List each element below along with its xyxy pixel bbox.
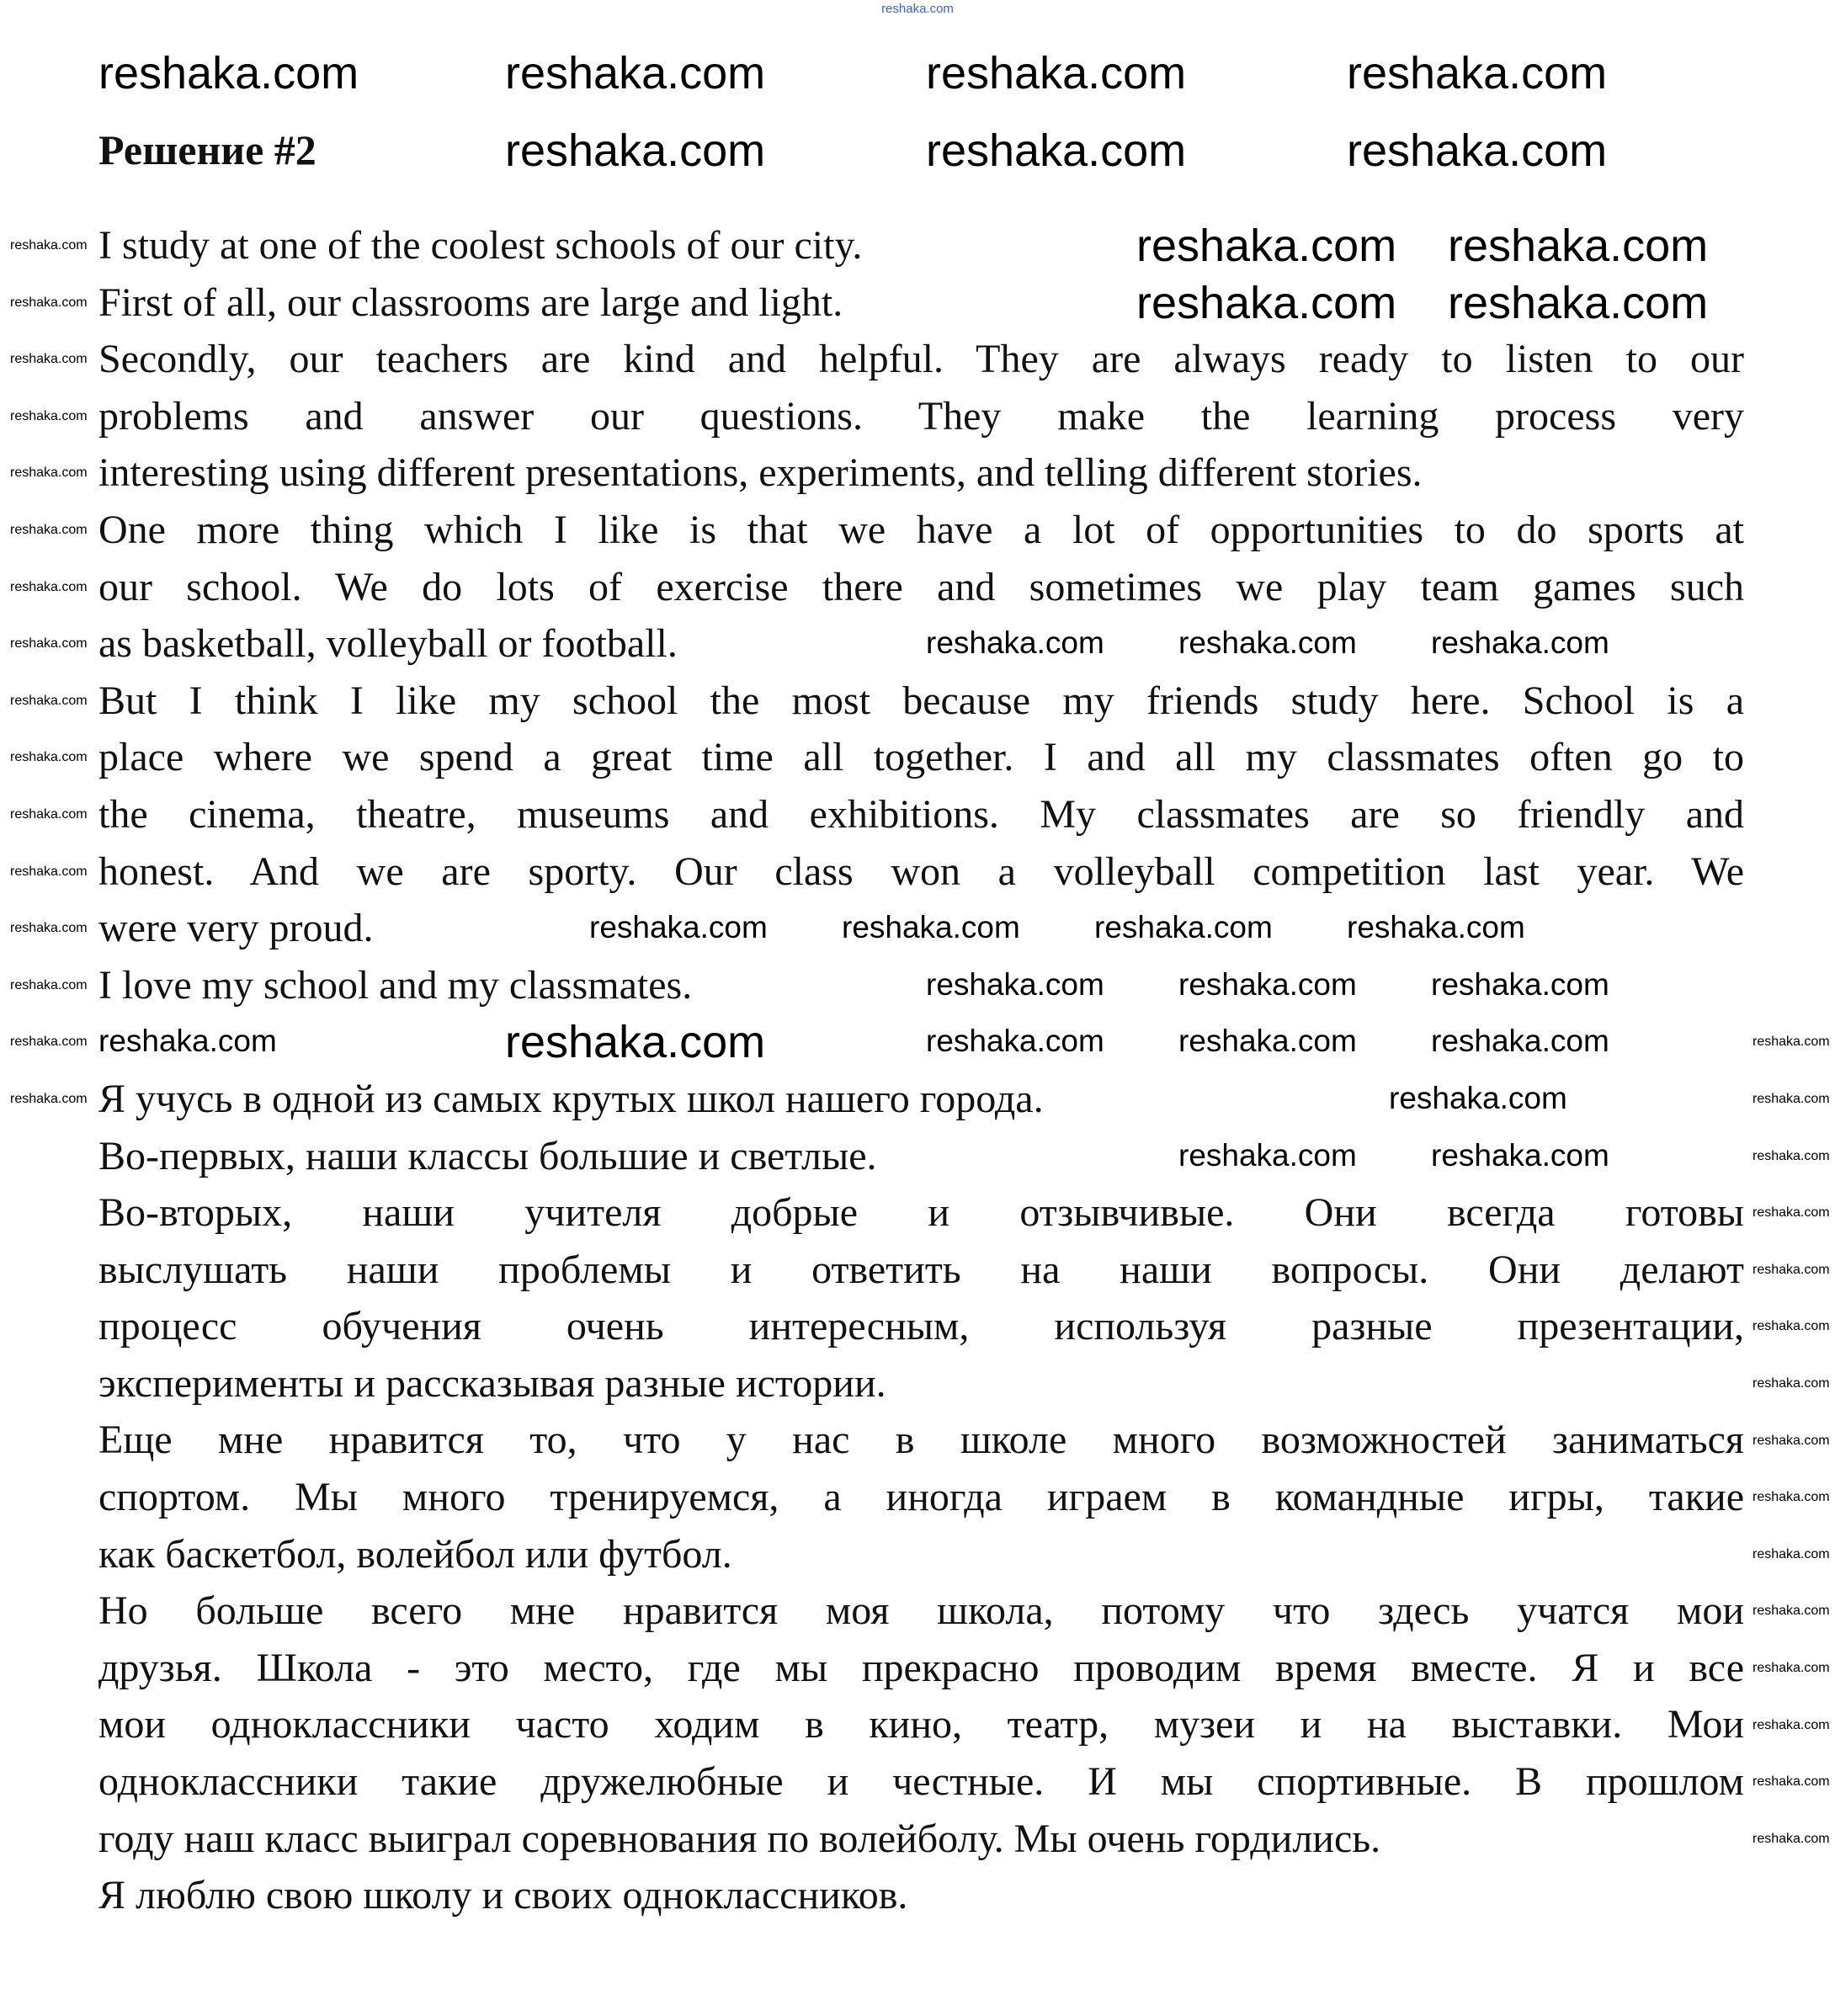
- text-line: Я учусь в одной из самых крутых школ нашего города.: [98, 1076, 1044, 1121]
- watermark: reshaka.com: [1431, 1138, 1609, 1173]
- text-line: I study at one of the coolest schools of our city.: [98, 223, 863, 268]
- watermark: reshaka.com: [926, 967, 1104, 1002]
- watermark: reshaka.com: [10, 864, 88, 879]
- text-line: I love my school and my classmates.: [98, 962, 693, 1008]
- watermark: reshaka.com: [98, 48, 359, 98]
- russian-paragraph: [98, 1412, 1744, 1582]
- watermark: reshaka.com: [10, 352, 88, 366]
- watermark: reshaka.com: [10, 978, 88, 992]
- watermark: reshaka.com: [1753, 1149, 1830, 1163]
- watermark: reshaka.com: [1753, 1376, 1830, 1391]
- text-line: друзья. Школа - это место, где мы прекрасно проводим время вместе. Я и все: [98, 1645, 1744, 1690]
- watermark: reshaka.com: [1136, 278, 1397, 328]
- russian-paragraph: [98, 1184, 1744, 1412]
- text-line: the cinema, theatre, museums and exhibitions. My classmates are so friendly and: [98, 791, 1744, 837]
- text-line: выслушать наши проблемы и ответить на наши вопросы. Они делают: [98, 1247, 1744, 1292]
- watermark: reshaka.com: [926, 125, 1187, 176]
- watermark: reshaka.com: [926, 1024, 1104, 1058]
- text-line: как баскетбол, волейбол или футбол.: [98, 1531, 732, 1577]
- text-line: honest. And we are sporty. Our class won a volleyball competition last year. We: [98, 848, 1744, 894]
- watermark: reshaka.com: [1347, 125, 1608, 176]
- watermark: reshaka.com: [926, 625, 1104, 660]
- watermark: reshaka.com: [1753, 1092, 1830, 1106]
- text-line: процесс обучения очень интересным, используя разные презентации,: [98, 1304, 1744, 1349]
- watermark: reshaka.com: [1431, 1024, 1609, 1058]
- watermark: reshaka.com: [1178, 967, 1357, 1002]
- watermark: reshaka.com: [1753, 1490, 1830, 1504]
- watermark: reshaka.com: [1753, 1319, 1830, 1333]
- watermark: reshaka.com: [1178, 625, 1357, 660]
- watermark: reshaka.com: [10, 1092, 88, 1106]
- watermark: reshaka.com: [505, 1017, 766, 1067]
- text-line: interesting using different presentations, experiments, and telling different stories.: [98, 450, 1423, 496]
- watermark: reshaka.com: [1347, 910, 1525, 944]
- text-line: our school. We do lots of exercise there and sometimes we play team games such: [98, 564, 1744, 609]
- text-line: Я люблю свою школу и своих одноклассников.: [98, 1873, 908, 1918]
- text-line: мои одноклассники часто ходим в кино, театр, музеи и на выставки. Мои: [98, 1702, 1744, 1747]
- text-line: One more thing which I like is that we have a lot of opportunities to do sports at: [98, 507, 1744, 552]
- watermark: reshaka.com: [10, 295, 88, 310]
- text-line: place where we spend a great time all together. I and all my classmates often go to: [98, 735, 1744, 780]
- text-line: Но больше всего мне нравится моя школа, потому что здесь учатся мои: [98, 1588, 1744, 1634]
- russian-paragraph: [98, 1867, 1744, 1924]
- text-line: as basketball, volleyball or football.: [98, 621, 678, 667]
- document-body: [98, 217, 1744, 1924]
- watermark: reshaka.com: [926, 48, 1187, 98]
- watermark: reshaka.com: [1753, 1035, 1830, 1049]
- watermark: reshaka.com: [1753, 1832, 1830, 1846]
- watermark: reshaka.com: [1431, 625, 1609, 660]
- watermark: reshaka.com: [10, 921, 88, 935]
- watermark: reshaka.com: [1448, 221, 1709, 271]
- text-line: First of all, our classrooms are large and light.: [98, 279, 843, 325]
- watermark: reshaka.com: [1753, 1547, 1830, 1561]
- watermark: reshaka.com: [98, 1024, 277, 1058]
- watermark: reshaka.com: [10, 694, 88, 708]
- watermark: reshaka.com: [1136, 221, 1397, 271]
- watermark: reshaka.com: [505, 48, 766, 98]
- watermark: reshaka.com: [10, 409, 88, 423]
- watermark: reshaka.com: [1753, 1718, 1830, 1732]
- text-line: Во-первых, наши классы большие и светлые.: [98, 1133, 877, 1178]
- text-line: году наш класс выиграл соревнования по волейболу. Мы очень гордились.: [98, 1816, 1381, 1861]
- russian-paragraph: [98, 1582, 1744, 1867]
- watermark: reshaka.com: [1753, 1434, 1830, 1448]
- watermark: reshaka.com: [1753, 1661, 1830, 1675]
- watermark: reshaka.com: [10, 636, 88, 651]
- watermark: reshaka.com: [10, 465, 88, 480]
- watermark: reshaka.com: [1753, 1774, 1830, 1789]
- watermark: reshaka.com: [1448, 278, 1709, 328]
- watermark: reshaka.com: [842, 910, 1020, 944]
- watermark: reshaka.com: [1347, 48, 1608, 98]
- text-line: Еще мне нравится то, что у нас в школе много возможностей заниматься: [98, 1418, 1744, 1463]
- watermark: reshaka.com: [1431, 967, 1609, 1002]
- text-line: problems and answer our questions. They make the learning process very: [98, 393, 1744, 439]
- watermark: reshaka.com: [10, 1035, 88, 1049]
- watermark: reshaka.com: [10, 750, 88, 764]
- watermark: reshaka.com: [1753, 1263, 1830, 1277]
- watermark: reshaka.com: [1753, 1604, 1830, 1618]
- watermark: reshaka.com: [10, 580, 88, 594]
- watermark: reshaka.com: [10, 523, 88, 537]
- text-line: Secondly, our teachers are kind and helpful. They are always ready to listen to our: [98, 337, 1744, 382]
- watermark: reshaka.com: [10, 238, 88, 253]
- watermark: reshaka.com: [1178, 1138, 1357, 1173]
- english-paragraph: [98, 331, 1744, 502]
- watermark: reshaka.com: [1753, 1205, 1830, 1220]
- text-line: эксперименты и рассказывая разные истории.: [98, 1360, 886, 1406]
- watermark: reshaka.com: [589, 910, 768, 944]
- watermark: reshaka.com: [1389, 1081, 1567, 1115]
- watermark: reshaka.com: [505, 125, 766, 176]
- watermark: reshaka.com: [1178, 1024, 1357, 1058]
- watermark: reshaka.com: [10, 807, 88, 822]
- page-title: Решение #2: [98, 126, 316, 173]
- text-line: were very proud.: [98, 906, 374, 951]
- text-line: спортом. Мы много тренируемся, а иногда играем в командные игры, такие: [98, 1475, 1744, 1520]
- text-line: But I think I like my school the most because my friends study here. School is a: [98, 678, 1744, 723]
- top-watermark: reshaka.com: [881, 2, 954, 16]
- watermark: reshaka.com: [1094, 910, 1273, 944]
- text-line: Во-вторых, наши учителя добрые и отзывчивые. Они всегда готовы: [98, 1190, 1744, 1236]
- text-line: одноклассники такие дружелюбные и честные. И мы спортивные. В прошлом: [98, 1759, 1744, 1805]
